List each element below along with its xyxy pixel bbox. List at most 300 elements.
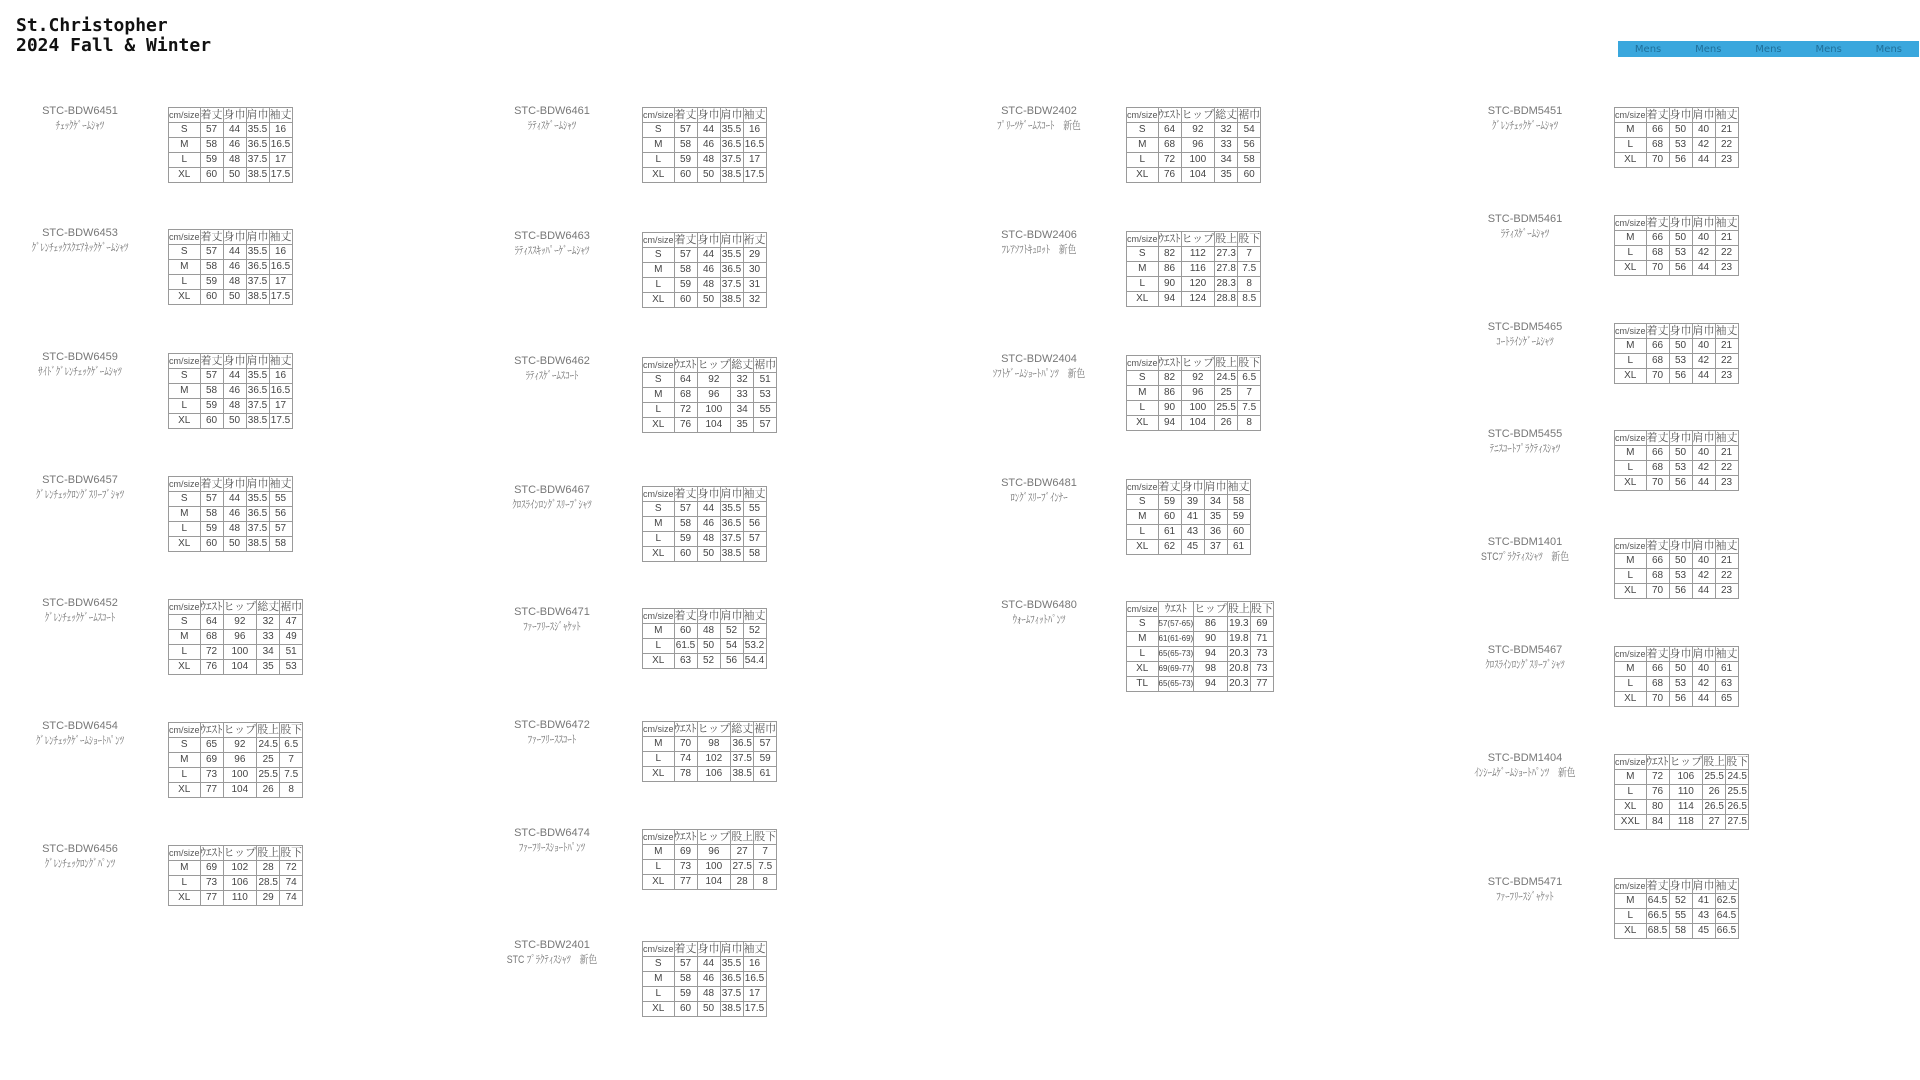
size-table-header-row — [169, 108, 293, 123]
measurement-cell: 32 — [731, 373, 754, 388]
size-label-cell: M — [1127, 632, 1159, 647]
measurement-cell: 56 — [1669, 584, 1692, 599]
product-label — [472, 718, 632, 748]
measurement-cell: 17.5 — [269, 290, 292, 305]
product-label — [954, 104, 1124, 134]
size-table-header: cm/size — [169, 230, 201, 245]
measurement-cell: 50 — [697, 168, 720, 183]
measurement-cell: 8 — [1238, 277, 1261, 292]
measurement-cell: 51 — [754, 373, 777, 388]
size-table — [1614, 215, 1739, 276]
measurement-cell: 92 — [223, 738, 257, 753]
size-label-cell: M — [169, 507, 201, 522]
measurement-cell: 29 — [743, 248, 766, 263]
size-label-cell: L — [1615, 461, 1647, 476]
measurement-cell: 70 — [1646, 261, 1669, 276]
product-name: ﾌﾟﾘｰﾂｹﾞｰﾑｽｺｰﾄ 新色 — [997, 120, 1081, 132]
product-name: ｻｲﾄﾞｸﾞﾚﾝﾁｪｯｸｹﾞｰﾑｼｬﾂ — [38, 366, 122, 378]
measurement-cell: 58 — [674, 972, 697, 987]
size-label-cell: XL — [643, 767, 675, 782]
size-label-cell: M — [643, 517, 675, 532]
product-code: STC-BDW6456 — [42, 843, 118, 855]
measurement-cell: 24.5 — [1726, 770, 1749, 785]
measurement-cell: 64.5 — [1646, 894, 1669, 909]
measurement-cell: 73 — [200, 876, 223, 891]
size-table-header: ヒップ — [697, 359, 731, 371]
product-label — [472, 483, 632, 513]
product-name: ｲﾝｼｰﾑｹﾞｰﾑｼｮｰﾄﾊﾟﾝﾂ 新色 — [1474, 767, 1576, 779]
measurement-cell: 22 — [1715, 246, 1738, 261]
size-label-cell: L — [169, 522, 201, 537]
measurement-cell: 37.5 — [246, 275, 269, 290]
size-table-header: 身巾 — [223, 109, 246, 121]
size-label-cell: L — [643, 153, 675, 168]
size-table — [168, 845, 303, 906]
size-table-row — [643, 639, 767, 654]
product-name: ﾗﾃｨｽｹﾞｰﾑｼｬﾂ — [527, 120, 577, 132]
size-table-header: 着丈 — [200, 231, 223, 243]
measurement-cell: 46 — [697, 517, 720, 532]
measurement-cell: 63 — [674, 654, 697, 669]
measurement-cell: 36 — [1204, 525, 1227, 540]
size-table-row — [169, 245, 293, 260]
measurement-cell: 110 — [1669, 785, 1703, 800]
product-name: ﾃﾆｽｺｰﾄﾌﾟﾗｸﾃｨｽｼｬﾂ — [1489, 443, 1561, 455]
measurement-cell: 61 — [1158, 525, 1181, 540]
size-label-cell: L — [643, 532, 675, 547]
measurement-cell: 100 — [223, 645, 257, 660]
size-label-cell: M — [643, 845, 675, 860]
measurement-cell: 61 — [1715, 662, 1738, 677]
size-table-header: 股下 — [1238, 233, 1261, 245]
size-table-row — [1127, 138, 1261, 153]
size-table-header: 身巾 — [697, 943, 720, 955]
size-table-header: 身巾 — [1669, 540, 1692, 552]
size-table-row — [643, 767, 777, 782]
size-table-row — [169, 738, 303, 753]
measurement-cell: 57 — [674, 123, 697, 138]
measurement-cell: 38.5 — [246, 290, 269, 305]
measurement-cell: 38.5 — [720, 547, 743, 562]
measurement-cell: 7 — [754, 845, 777, 860]
size-label-cell: M — [1127, 510, 1159, 525]
size-table-header: cm/size — [169, 354, 201, 369]
size-label-cell: S — [643, 502, 675, 517]
size-table-header: ｳｴｽﾄ — [674, 359, 697, 371]
size-table — [168, 722, 303, 798]
size-label-cell: M — [643, 263, 675, 278]
size-table — [168, 353, 293, 429]
product-name: ｳｫｰﾑﾌｨｯﾄﾊﾟﾝﾂ — [1012, 614, 1066, 626]
size-table-row — [643, 138, 767, 153]
size-table-header: ｳｴｽﾄ — [1158, 602, 1194, 617]
measurement-cell: 100 — [1181, 153, 1215, 168]
measurement-cell: 17 — [269, 275, 292, 290]
measurement-cell: 32 — [257, 615, 280, 630]
product-name: ｺｰﾄﾗｲﾝｹﾞｰﾑｼｬﾂ — [1496, 336, 1554, 348]
size-table-header: cm/size — [1127, 480, 1159, 495]
measurement-cell: 42 — [1692, 354, 1715, 369]
measurement-cell: 26 — [257, 783, 280, 798]
measurement-cell: 104 — [223, 660, 257, 675]
measurement-cell: 21 — [1715, 123, 1738, 138]
size-table-row — [169, 783, 303, 798]
size-table-header: 身巾 — [1669, 217, 1692, 229]
measurement-cell: 23 — [1715, 261, 1738, 276]
size-table-row — [643, 532, 767, 547]
size-label-cell: L — [643, 639, 675, 654]
measurement-cell: 53 — [1669, 246, 1692, 261]
measurement-cell: 35.5 — [720, 957, 743, 972]
measurement-cell: 39 — [1181, 495, 1204, 510]
product-name: ｸﾛｽﾗｲﾝﾛﾝｸﾞｽﾘｰﾌﾞｼｬﾂ — [1485, 659, 1565, 671]
size-table-row — [1127, 647, 1274, 662]
size-table-row — [169, 753, 303, 768]
product-code: STC-BDW6461 — [514, 105, 590, 117]
size-table-row — [1615, 476, 1739, 491]
measurement-cell: 69 — [674, 845, 697, 860]
size-table-header: 肩巾 — [1692, 325, 1715, 337]
size-table-row — [643, 278, 767, 293]
size-label-cell: L — [1615, 909, 1647, 924]
measurement-cell: 70 — [1646, 153, 1669, 168]
size-table-header: 身巾 — [223, 478, 246, 490]
measurement-cell: 33 — [1215, 138, 1238, 153]
size-table-header: cm/size — [1615, 755, 1647, 770]
size-table-row — [1127, 123, 1261, 138]
measurement-cell: 6.5 — [1238, 371, 1261, 386]
product-code: STC-BDW6457 — [42, 474, 118, 486]
size-label-cell: S — [169, 369, 201, 384]
size-table-row — [169, 384, 293, 399]
measurement-cell: 50 — [223, 414, 246, 429]
size-label-cell: M — [643, 972, 675, 987]
size-table-row — [169, 522, 293, 537]
size-label-cell: M — [169, 861, 201, 876]
measurement-cell: 25.5 — [257, 768, 280, 783]
measurement-cell: 40 — [1692, 554, 1715, 569]
product-label — [1440, 427, 1610, 457]
measurement-cell: 106 — [1669, 770, 1703, 785]
measurement-cell: 16 — [743, 957, 766, 972]
measurement-cell: 66 — [1646, 123, 1669, 138]
size-table-header: 股下 — [280, 724, 303, 736]
measurement-cell: 104 — [223, 783, 257, 798]
measurement-cell: 20.3 — [1227, 647, 1250, 662]
measurement-cell: 56 — [1669, 153, 1692, 168]
measurement-cell: 7 — [280, 753, 303, 768]
measurement-cell: 100 — [223, 768, 257, 783]
measurement-cell: 35.5 — [246, 245, 269, 260]
size-label-cell: L — [169, 768, 201, 783]
measurement-cell: 38.5 — [246, 537, 269, 552]
size-table-header: cm/size — [643, 722, 675, 737]
measurement-cell: 26.5 — [1703, 800, 1726, 815]
measurement-cell: 57(57-65) — [1158, 617, 1194, 632]
size-table-header: 袖丈 — [1715, 217, 1738, 229]
product-code: STC-BDW6463 — [514, 230, 590, 242]
size-label-cell: XL — [643, 654, 675, 669]
size-table-header: 肩巾 — [246, 109, 269, 121]
size-table-header: cm/size — [1127, 232, 1159, 247]
measurement-cell: 58 — [200, 138, 223, 153]
size-table-header: ｳｴｽﾄ — [1158, 233, 1181, 245]
measurement-cell: 33 — [731, 388, 754, 403]
size-label-cell: XL — [643, 293, 675, 308]
size-table-row — [643, 153, 767, 168]
measurement-cell: 21 — [1715, 446, 1738, 461]
measurement-cell: 50 — [223, 290, 246, 305]
measurement-cell: 38.5 — [720, 1002, 743, 1017]
measurement-cell: 58 — [1238, 153, 1261, 168]
size-table — [168, 229, 293, 305]
size-table-header: 総丈 — [257, 601, 280, 613]
size-table-header: 着丈 — [1646, 217, 1669, 229]
size-table-header: 着丈 — [674, 234, 697, 246]
measurement-cell: 98 — [697, 737, 731, 752]
measurement-cell: 56 — [1669, 692, 1692, 707]
size-table-header: 着丈 — [1646, 540, 1669, 552]
size-table-header: 肩巾 — [1692, 648, 1715, 660]
measurement-cell: 86 — [1158, 386, 1181, 401]
size-table-row — [1127, 371, 1261, 386]
size-table-header: 着丈 — [674, 488, 697, 500]
measurement-cell: 49 — [280, 630, 303, 645]
size-label-cell: M — [1615, 554, 1647, 569]
measurement-cell: 7 — [1238, 386, 1261, 401]
size-table-row — [169, 138, 293, 153]
measurement-cell: 44 — [1692, 476, 1715, 491]
size-table-header: 股下 — [280, 847, 303, 859]
size-table — [642, 721, 777, 782]
size-label-cell: L — [643, 987, 675, 1002]
measurement-cell: 48 — [223, 275, 246, 290]
size-table-header-row — [643, 233, 767, 248]
measurement-cell: 44 — [223, 492, 246, 507]
measurement-cell: 17.5 — [269, 168, 292, 183]
size-table-header: cm/size — [643, 487, 675, 502]
measurement-cell: 56 — [720, 654, 743, 669]
measurement-cell: 46 — [223, 384, 246, 399]
mens-tab-label: Mens — [1755, 43, 1782, 55]
measurement-cell: 26 — [1703, 785, 1726, 800]
size-table — [1614, 107, 1739, 168]
size-table-row — [1615, 569, 1739, 584]
measurement-cell: 36.5 — [246, 384, 269, 399]
measurement-cell: 65 — [200, 738, 223, 753]
measurement-cell: 60 — [1238, 168, 1261, 183]
size-label-cell: XL — [169, 537, 201, 552]
size-label-cell: XL — [1615, 692, 1647, 707]
measurement-cell: 28 — [257, 861, 280, 876]
size-table-row — [1615, 461, 1739, 476]
product-label — [1440, 320, 1610, 350]
measurement-cell: 36.5 — [720, 517, 743, 532]
measurement-cell: 19.3 — [1227, 617, 1250, 632]
size-label-cell: M — [1615, 446, 1647, 461]
size-table-header: cm/size — [643, 358, 675, 373]
size-table-header: cm/size — [169, 477, 201, 492]
measurement-cell: 52 — [697, 654, 720, 669]
measurement-cell: 27 — [731, 845, 754, 860]
size-table-header: 肩巾 — [720, 610, 743, 622]
size-table-header: 身巾 — [697, 109, 720, 121]
measurement-cell: 58 — [200, 260, 223, 275]
product-label — [1440, 751, 1610, 781]
size-table-header-row — [1127, 480, 1251, 495]
measurement-cell: 46 — [697, 263, 720, 278]
measurement-cell: 72 — [280, 861, 303, 876]
product-label — [472, 354, 632, 384]
product-code: STC-BDM5465 — [1487, 321, 1563, 333]
size-label-cell: S — [169, 492, 201, 507]
size-table — [642, 829, 777, 890]
size-label-cell: XL — [1615, 476, 1647, 491]
size-table — [642, 941, 767, 1017]
product-label — [472, 605, 632, 635]
measurement-cell: 27.8 — [1215, 262, 1238, 277]
size-table-header: 裾巾 — [754, 723, 777, 735]
size-table-row — [169, 492, 293, 507]
measurement-cell: 41 — [1181, 510, 1204, 525]
product-code: STC-BDW2401 — [514, 939, 590, 951]
mens-tab-label: Mens — [1815, 43, 1842, 55]
measurement-cell: 65(65-73) — [1158, 647, 1194, 662]
size-table-row — [1615, 785, 1749, 800]
product-label — [1440, 535, 1610, 565]
size-table-row — [169, 275, 293, 290]
measurement-cell: 8 — [754, 875, 777, 890]
size-table-header: 袖丈 — [269, 355, 292, 367]
measurement-cell: 48 — [223, 522, 246, 537]
measurement-cell: 23 — [1715, 476, 1738, 491]
measurement-cell: 58 — [200, 384, 223, 399]
size-label-cell: L — [169, 876, 201, 891]
measurement-cell: 70 — [1646, 476, 1669, 491]
product-code: STC-BDM5461 — [1487, 213, 1563, 225]
measurement-cell: 20.8 — [1227, 662, 1250, 677]
measurement-cell: 34 — [1204, 495, 1227, 510]
size-label-cell: L — [643, 278, 675, 293]
size-table-row — [169, 260, 293, 275]
measurement-cell: 70 — [1646, 692, 1669, 707]
measurement-cell: 34 — [731, 403, 754, 418]
size-table-header: ｳｴｽﾄ — [200, 601, 223, 613]
size-table-header: 着丈 — [1646, 325, 1669, 337]
size-table-row — [643, 418, 777, 433]
measurement-cell: 58 — [674, 517, 697, 532]
size-table-row — [1615, 354, 1739, 369]
size-table-header: 肩巾 — [1692, 217, 1715, 229]
size-table-header: 股上 — [1215, 233, 1238, 245]
measurement-cell: 37.5 — [246, 399, 269, 414]
measurement-cell: 59 — [1227, 510, 1250, 525]
measurement-cell: 40 — [1692, 123, 1715, 138]
measurement-cell: 56 — [1669, 369, 1692, 384]
measurement-cell: 69(69-77) — [1158, 662, 1194, 677]
size-table-header: ヒップ — [697, 723, 731, 735]
measurement-cell: 27.5 — [1726, 815, 1749, 830]
measurement-cell: 7 — [1238, 247, 1261, 262]
measurement-cell: 37.5 — [720, 532, 743, 547]
product-code: STC-BDW6462 — [514, 355, 590, 367]
size-table-row — [1615, 692, 1739, 707]
measurement-cell: 26.5 — [1726, 800, 1749, 815]
measurement-cell: 45 — [1692, 924, 1715, 939]
measurement-cell: 54 — [720, 639, 743, 654]
mens-tab-bar[interactable] — [1618, 41, 1919, 57]
product-name: ﾌｧｰﾌﾘｰｽｼｮｰﾄﾊﾟﾝﾂ — [519, 842, 585, 854]
size-label-cell: M — [1615, 339, 1647, 354]
size-table — [1614, 538, 1739, 599]
measurement-cell: 100 — [1181, 401, 1215, 416]
product-name: ｸﾞﾚﾝﾁｪｯｸｹﾞｰﾑｼｬﾂ — [1492, 120, 1558, 132]
size-label-cell: S — [1127, 371, 1159, 386]
size-table-header: 肩巾 — [720, 943, 743, 955]
size-table-header: 身巾 — [1669, 648, 1692, 660]
size-table-row — [1127, 416, 1261, 431]
measurement-cell: 25.5 — [1726, 785, 1749, 800]
measurement-cell: 38.5 — [731, 767, 754, 782]
size-table-header-row — [169, 354, 293, 369]
measurement-cell: 44 — [1692, 584, 1715, 599]
size-table-row — [169, 168, 293, 183]
product-code: STC-BDW6453 — [42, 227, 118, 239]
measurement-cell: 73 — [200, 768, 223, 783]
measurement-cell: 68 — [1646, 246, 1669, 261]
measurement-cell: 59 — [674, 532, 697, 547]
measurement-cell: 96 — [1181, 386, 1215, 401]
size-table-header: 肩巾 — [720, 109, 743, 121]
size-label-cell: L — [1615, 138, 1647, 153]
measurement-cell: 53 — [1669, 354, 1692, 369]
measurement-cell: 76 — [1158, 168, 1181, 183]
size-label-cell: S — [1127, 495, 1159, 510]
size-table-row — [643, 547, 767, 562]
measurement-cell: 36.5 — [246, 260, 269, 275]
measurement-cell: 61 — [754, 767, 777, 782]
measurement-cell: 17.5 — [743, 1002, 766, 1017]
size-table-header-row — [1127, 602, 1274, 617]
measurement-cell: 17 — [743, 153, 766, 168]
measurement-cell: 37.5 — [720, 278, 743, 293]
size-label-cell: S — [1127, 617, 1159, 632]
size-table-row — [643, 875, 777, 890]
measurement-cell: 63 — [1715, 677, 1738, 692]
size-label-cell: L — [1127, 525, 1159, 540]
size-label-cell: L — [1615, 246, 1647, 261]
measurement-cell: 66.5 — [1646, 909, 1669, 924]
mens-tab-label: Mens — [1875, 43, 1902, 55]
size-table-row — [643, 972, 767, 987]
size-table-header-row — [1615, 755, 1749, 770]
size-table-header: ｳｴｽﾄ — [1646, 756, 1669, 768]
measurement-cell: 27.3 — [1215, 247, 1238, 262]
size-table-header: 袖丈 — [1715, 109, 1738, 121]
size-table-header: 身巾 — [697, 488, 720, 500]
measurement-cell: 100 — [697, 860, 731, 875]
size-label-cell: XL — [1615, 800, 1647, 815]
measurement-cell: 94 — [1194, 677, 1228, 692]
size-label-cell: S — [643, 123, 675, 138]
product-code: STC-BDM5471 — [1487, 876, 1563, 888]
size-table-header: 総丈 — [731, 359, 754, 371]
measurement-cell: 94 — [1158, 292, 1181, 307]
size-table-header: 着丈 — [200, 355, 223, 367]
brand-title: St.Christopher — [16, 15, 168, 36]
product-code: STC-BDW6472 — [514, 719, 590, 731]
measurement-cell: 34 — [257, 645, 280, 660]
